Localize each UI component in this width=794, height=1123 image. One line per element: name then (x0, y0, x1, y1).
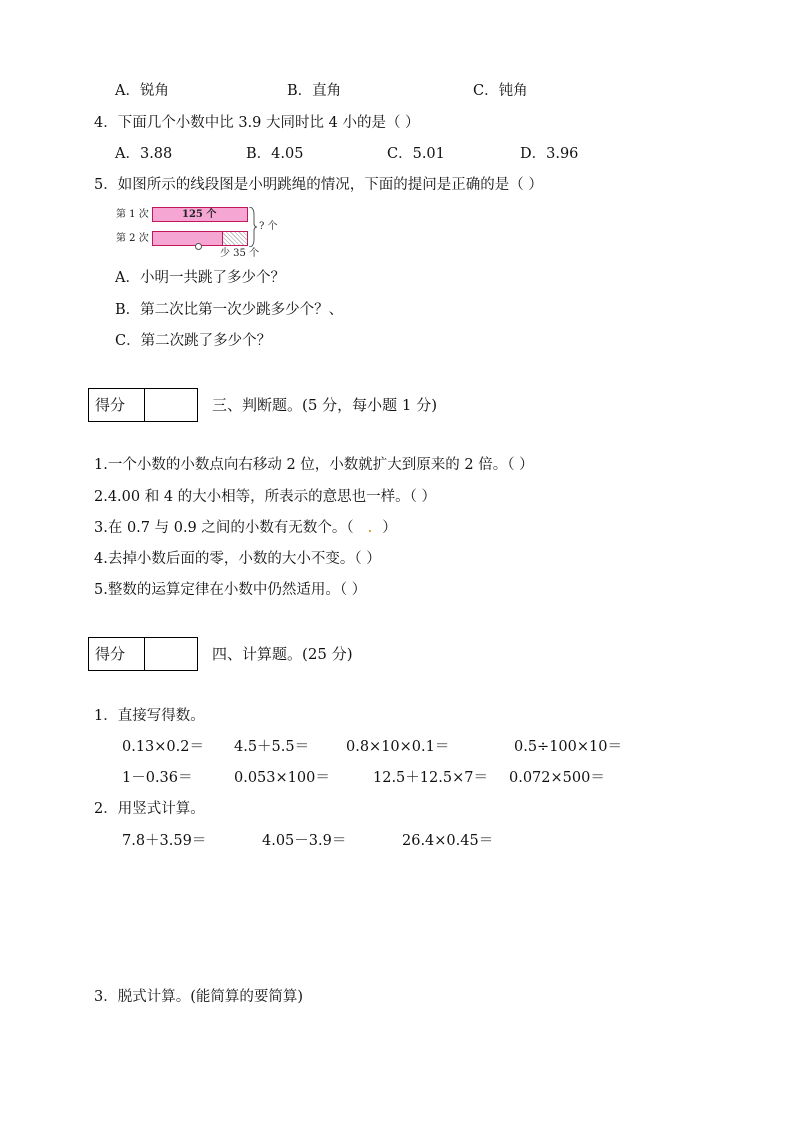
q4-option-b: B．4.05 (246, 146, 304, 162)
score-box-section3 (88, 388, 198, 422)
row1-label: 第 1 次 (116, 209, 149, 220)
row2-bar (152, 231, 222, 246)
q5-option-c: C．第二次跳了多少个？ (115, 333, 272, 349)
row2-hatched-part (222, 231, 248, 246)
less-label: 少 35 个 (220, 248, 260, 259)
score-label: 得分 (89, 389, 145, 421)
q4-option-a: A．3.88 (115, 146, 173, 162)
q4-stem: 4．下面几个小数中比 3.9 大同时比 4 小的是（ ） (94, 115, 420, 131)
vertical-calc-item: 7.8＋3.59＝ (122, 833, 207, 849)
calc-item: 0.5÷100×10＝ (514, 739, 622, 755)
calc-item: 0.053×100＝ (234, 770, 330, 786)
question-label: ? 个 (259, 221, 278, 232)
calc-item: 4.5＋5.5＝ (234, 739, 310, 755)
calc-item: 0.072×500＝ (509, 770, 605, 786)
q5-option-b: B．第二次比第一次少跳多少个？、 (115, 302, 344, 318)
section3-title: 三、判断题。(5 分，每小题 1 分) (212, 396, 438, 414)
judge-item-1: 1.一个小数的小数点向右移动 2 位，小数就扩大到原来的 2 倍。（ ） (94, 457, 534, 473)
score-label: 得分 (89, 638, 145, 670)
answer-mark: . (367, 520, 373, 536)
q3-option-b: B．直角 (287, 83, 342, 99)
section4-title: 四、计算题。(25 分) (212, 645, 353, 663)
calc-item: 0.13×0.2＝ (122, 739, 204, 755)
q3-option-a: A．锐角 (115, 83, 169, 99)
judge-item-5: 5.整数的运算定律在小数中仍然适用。（ ） (94, 582, 367, 598)
calc-sub1-title: 1．直接写得数。 (94, 708, 205, 724)
row2-label: 第 2 次 (116, 233, 149, 244)
judge-item-3: 3.在 0.7 与 0.9 之间的小数有无数个。（ . ） (94, 520, 397, 536)
score-box-section4 (88, 637, 198, 671)
q4-option-d: D．3.96 (520, 146, 579, 162)
row2-marker (195, 243, 202, 250)
judge-item-4: 4.去掉小数后面的零，小数的大小不变。（ ） (94, 551, 381, 567)
q3-option-c: C．钝角 (473, 83, 528, 99)
calc-item: 1－0.36＝ (122, 770, 193, 786)
calc-item: 0.8×10×0.1＝ (346, 739, 450, 755)
judge-item-2: 2.4.00 和 4 的大小相等，所表示的意思也一样。（ ） (94, 489, 437, 505)
vertical-calc-item: 4.05－3.9＝ (262, 833, 347, 849)
q4-option-c: C．5.01 (387, 146, 445, 162)
calc-item: 12.5＋12.5×7＝ (373, 770, 488, 786)
calc-sub2-title: 2．用竖式计算。 (94, 801, 205, 817)
q5-stem: 5．如图所示的线段图是小明跳绳的情况，下面的提问是正确的是（ ） (94, 177, 543, 193)
brace-icon (248, 207, 258, 247)
line-segment-diagram (114, 205, 284, 261)
vertical-calc-item: 26.4×0.45＝ (402, 833, 494, 849)
row1-value: 125 个 (182, 209, 217, 220)
calc-sub3-title: 3．脱式计算。(能简算的要简算) (94, 989, 304, 1005)
q5-option-a: A．小明一共跳了多少个？ (115, 270, 285, 286)
